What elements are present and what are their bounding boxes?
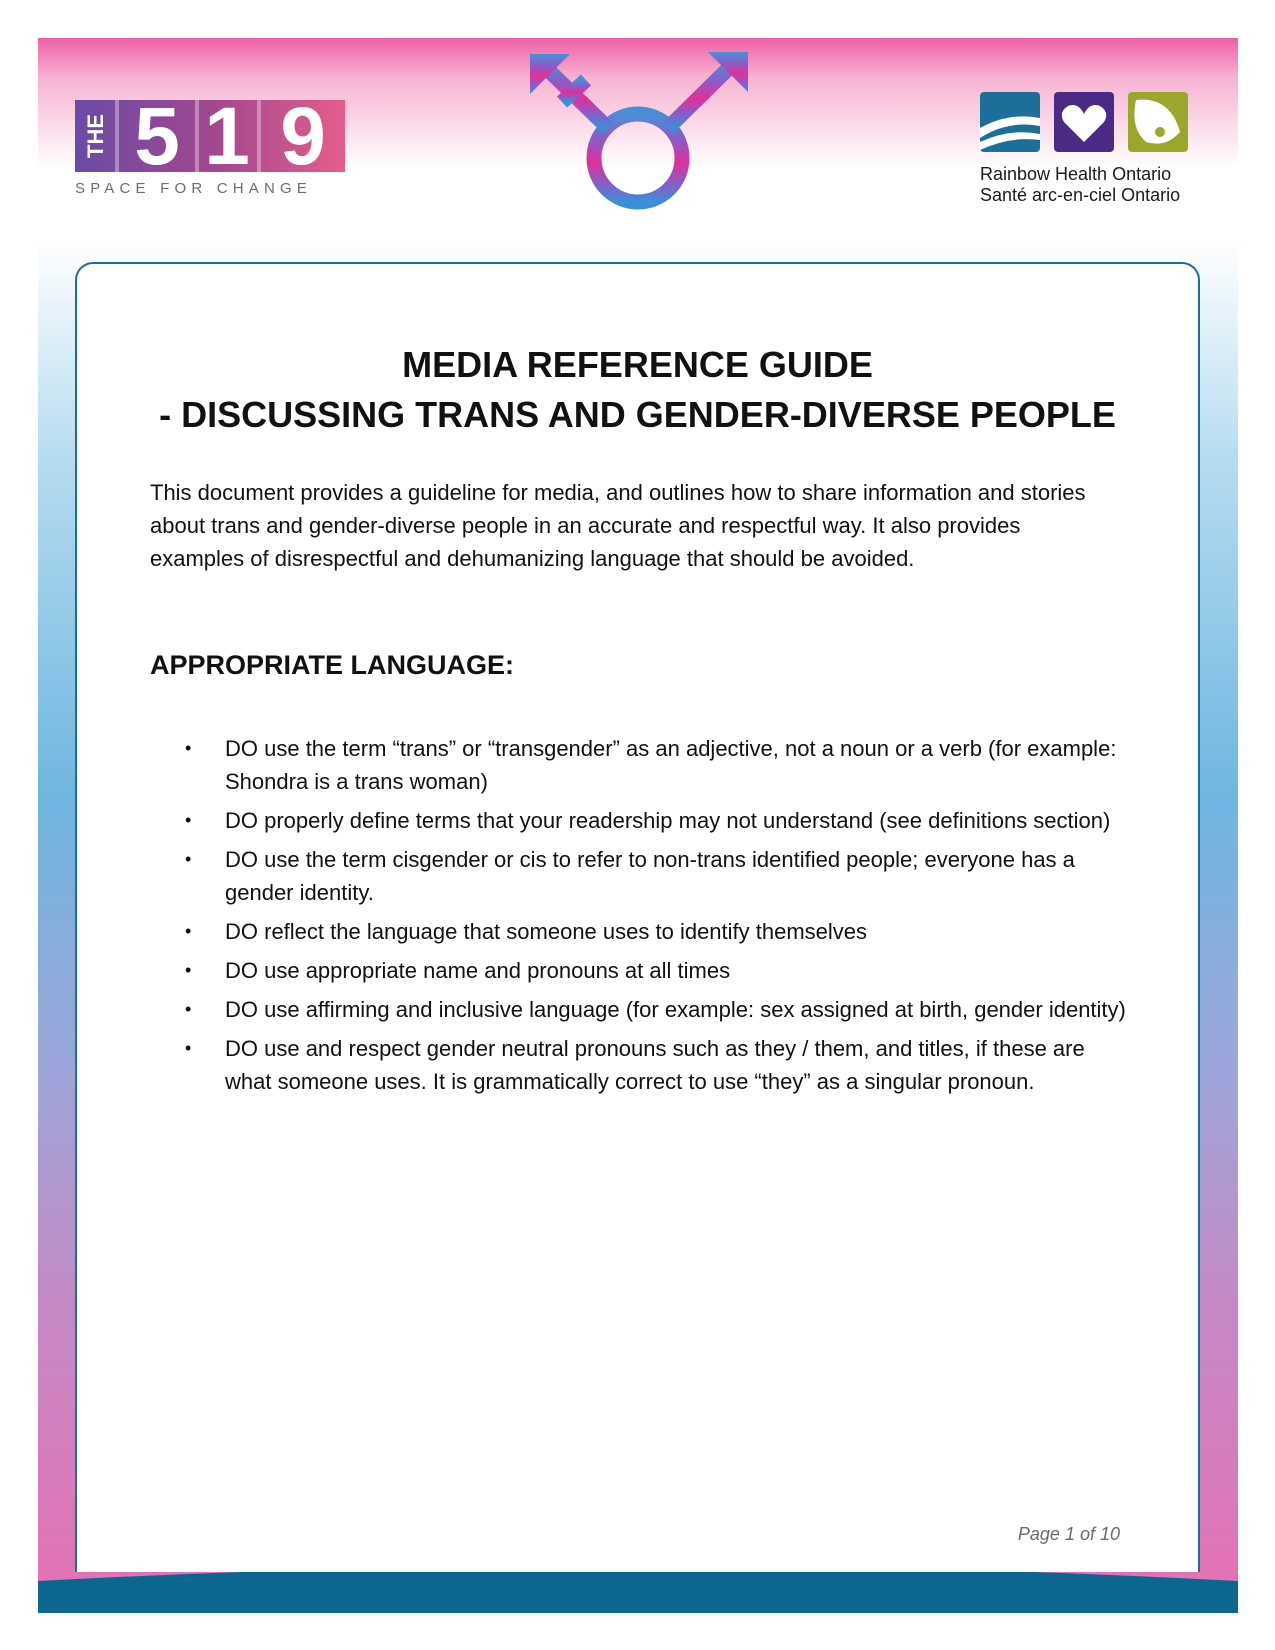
rho-logo-mark xyxy=(980,92,1190,154)
page-number: Page 1 of 10 xyxy=(1017,1524,1120,1544)
logo-digit-1: 1 xyxy=(204,100,250,172)
title-line-2: - DISCUSSING TRANS AND GENDER-DIVERSE PEOPLE xyxy=(159,394,1116,435)
logo-digit-5: 5 xyxy=(134,100,180,172)
rho-name-en: Rainbow Health Ontario xyxy=(980,164,1172,184)
logo-digit-9: 9 xyxy=(280,100,326,172)
list-item: • DO use the term cisgender or cis to refer to non-trans identified people; everyone has a gender identity. xyxy=(185,843,1135,909)
logo-tagline: SPACE FOR CHANGE xyxy=(75,180,313,197)
logo-the-text: THE xyxy=(83,114,108,158)
list-item: • DO reflect the language that someone uses to identify themselves xyxy=(185,915,1135,948)
the-519-logo-mark xyxy=(75,100,345,172)
page-title xyxy=(75,340,1200,440)
list-item: • DO properly define terms that your readership may not understand (see definitions section) xyxy=(185,804,1135,837)
list-item: • DO use affirming and inclusive language (for example: sex assigned at birth, gender identity) xyxy=(185,993,1135,1026)
section-heading: APPROPRIATE LANGUAGE: xyxy=(150,650,515,680)
rainbow-health-ontario-logo xyxy=(980,92,1210,212)
list-item: • DO use appropriate name and pronouns at all times xyxy=(185,954,1135,987)
rho-name xyxy=(980,164,1180,206)
list-item: • DO use and respect gender neutral pronouns such as they / them, and titles, if these are what someone uses. It is grammatically correct to use “they” as a singular pronoun. xyxy=(185,1032,1135,1098)
the-519-logo xyxy=(75,100,345,200)
transgender-symbol-icon xyxy=(530,50,750,302)
title-line-1: MEDIA REFERENCE GUIDE xyxy=(402,344,873,385)
list-item: • DO use the term “trans” or “transgender” as an adjective, not a noun or a verb (for example: Shondra is a trans woman) xyxy=(185,732,1135,798)
rho-name-fr: Santé arc-en-ciel Ontario xyxy=(980,185,1181,205)
intro-paragraph: This document provides a guideline for media, and outlines how to share information and stories about trans and gender-diverse people in an accurate and respectful way. It also provides examples of disrespectful and dehumanizing language that should be avoided. xyxy=(150,480,1086,571)
bullet-list xyxy=(185,732,1135,1104)
